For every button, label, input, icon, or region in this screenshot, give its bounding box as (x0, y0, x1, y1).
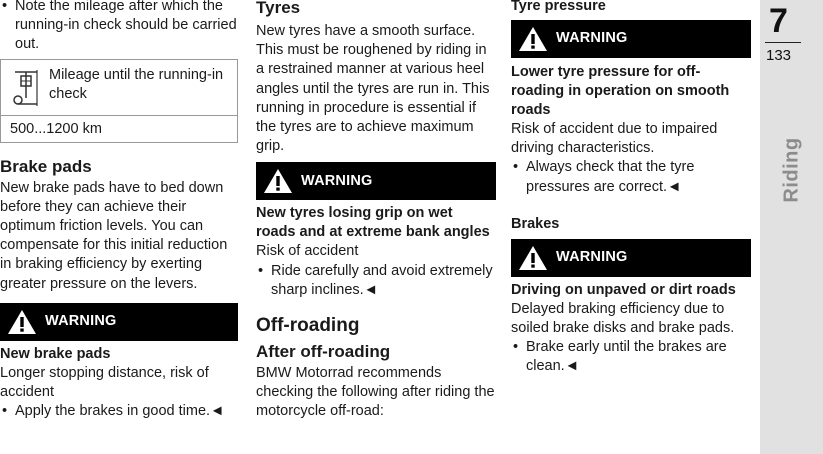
warning-bullet: • Apply the brakes in good time.◄ (0, 402, 238, 421)
warning-title: New tyres losing grip on wet roads and at extreme bank angles (256, 205, 490, 241)
warning-banner (511, 20, 751, 58)
brake-pads-heading: Brake pads (0, 156, 92, 176)
warning-label: WARNING (45, 313, 117, 330)
warning-text: Risk of accident due to impaired driving characteristics. (511, 121, 718, 157)
column-3 (511, 0, 751, 377)
spec-box-header (1, 60, 237, 116)
warning-bullet: • Always check that the tyre pressures are correct.◄ (511, 158, 751, 196)
warning-bullet: • Ride carefully and avoid extremely sharp inclines.◄ (256, 262, 496, 300)
odometer-icon (7, 68, 43, 108)
off-roading-heading: Off-roading (256, 315, 360, 337)
warning-label: WARNING (556, 30, 628, 47)
warning-icon (518, 245, 548, 271)
chapter-tab (760, 0, 823, 454)
after-off-roading-text: BMW Motorrad recommends checking the following after riding the motorcycle off-road: (256, 365, 495, 420)
spec-label: Mileage until the running-in check (49, 66, 224, 102)
warning-text: Delayed braking efficiency due to soiled brake disks and brake pads. (511, 300, 735, 337)
warning-banner (511, 239, 751, 277)
warning-title: Driving on unpaved or dirt roads (511, 281, 736, 298)
warning-text: Longer stopping distance, risk of accident (0, 364, 209, 401)
brakes-heading: Brakes (511, 215, 560, 232)
column-2 (256, 0, 496, 422)
after-off-roading-heading: After off-roading (256, 342, 391, 362)
warning-text: Risk of accident (256, 243, 359, 260)
column-1 (0, 0, 238, 421)
chapter-number: 7 (769, 2, 788, 40)
page-number: 133 (766, 47, 792, 64)
warning-icon (263, 168, 293, 194)
warning-icon (7, 309, 37, 335)
tyres-heading: Tyres (256, 0, 301, 17)
tyre-pressure-heading: Tyre pressure (511, 0, 606, 14)
spec-box (0, 59, 238, 143)
spec-value: 500...1200 km (10, 120, 102, 137)
warning-banner (256, 162, 496, 200)
chapter-divider (765, 42, 801, 43)
warning-banner (0, 303, 238, 341)
warning-title: New brake pads (0, 345, 111, 362)
tyres-text: New tyres have a smooth surface. This must be roughened by riding in a restrained manner at various heel angles until the tyres are run in. This running in procedure is essential if the tyres are to achieve maximum grip. (256, 23, 490, 155)
section-label: Riding (780, 137, 803, 203)
warning-label: WARNING (301, 172, 373, 189)
warning-title: Lower tyre pressure for off-roading in operation on smooth roads (511, 64, 730, 118)
warning-label: WARNING (556, 249, 628, 266)
warning-icon (518, 26, 548, 52)
intro-bullet: • Note the mileage after which the running-in check should be carried out. (0, 0, 238, 55)
warning-bullet: • Brake early until the brakes are clean.◄ (511, 338, 751, 376)
brake-pads-text: New brake pads have to bed down before they can achieve their optimum friction levels. You can compensate for this initial reduction in braking efficiency by exerting greater pressure on the levers. (0, 179, 228, 292)
